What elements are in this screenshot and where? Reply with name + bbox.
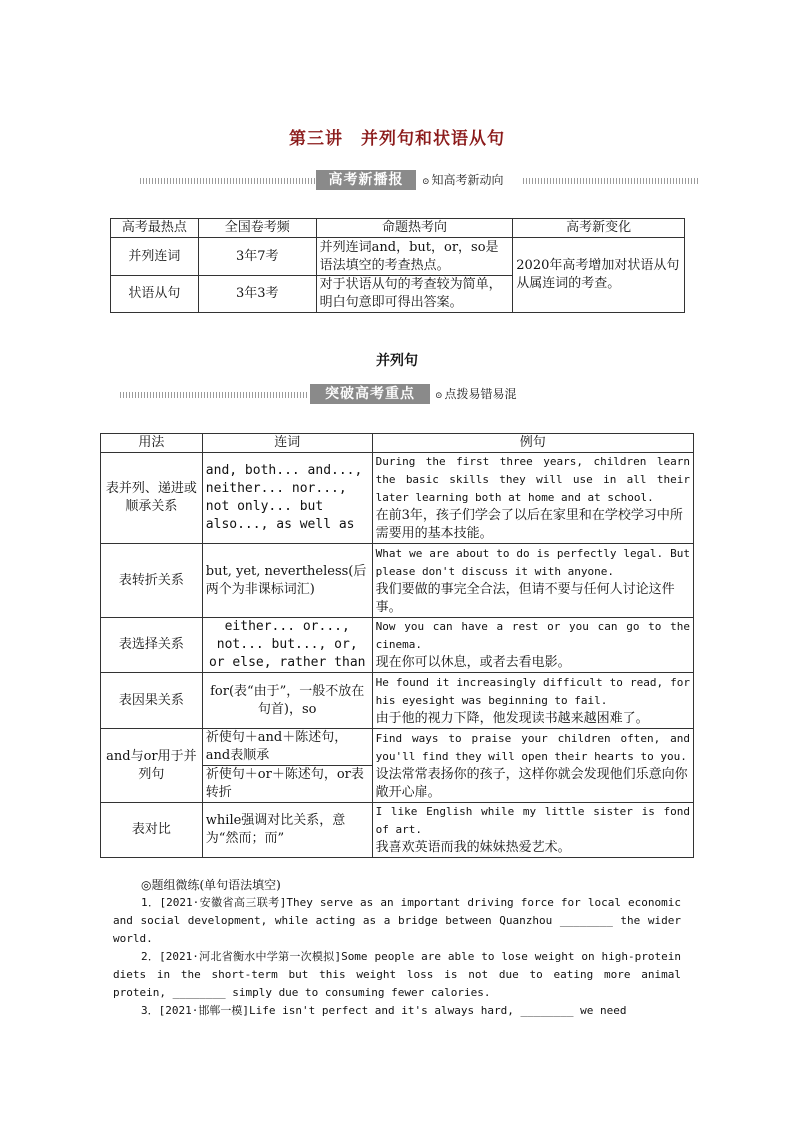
example-chinese: 在前3年，孩子们学会了以后在家里和在学校学习中所需要用的基本技能。 xyxy=(375,508,683,541)
conjunction-cell: and, both... and..., neither... nor..., not only... but also..., as well as xyxy=(202,453,372,544)
banner-subtitle: ⊙ 点拨易错易混 xyxy=(435,387,517,401)
example-english: What we are about to do is perfectly legal. But please don't discuss it with anyone. xyxy=(375,546,690,578)
usage-cell: 表转折关系 xyxy=(101,544,203,618)
banner-subtitle: ⊙ 知高考新动向 xyxy=(422,173,504,187)
example-cell xyxy=(372,729,693,803)
table-cell-topic: 并列连词 xyxy=(111,238,199,276)
usage-cell: 表因果关系 xyxy=(101,673,203,729)
example-english: During the first three years, children learn the basic skills they will use in all their later learning both at home and at school. xyxy=(375,455,690,504)
banner-label: 突破高考重点 xyxy=(310,384,430,404)
conjunction-cell: 祈使句＋or＋陈述句，or表转折 xyxy=(202,766,372,803)
table-cell-topic: 状语从句 xyxy=(111,276,199,313)
section-title: 并列句 xyxy=(376,353,418,369)
banner-stripe-left xyxy=(120,392,308,398)
example-cell xyxy=(372,544,693,618)
table-header: 高考最热点 xyxy=(111,219,199,238)
exercise-item: 1．[2021·安徽省高三联考]They serve as an important driving force for local economic and social development, while acting as a bridge between Quanzhou ________ the wider world. xyxy=(113,896,681,945)
banner-label: 高考新播报 xyxy=(316,170,416,190)
example-english: Find ways to praise your children often, and you'll find they will open their hearts to you. xyxy=(375,731,690,763)
lecture-title: 第三讲 并列句和状语从句 xyxy=(289,129,505,149)
table-cell-change: 2020年高考增加对状语从句从属连词的考查。 xyxy=(513,238,685,313)
table-cell-trend: 并列连词and，but，or，so是语法填空的考查热点。 xyxy=(316,238,513,276)
news-banner xyxy=(140,170,700,192)
example-cell xyxy=(372,453,693,544)
example-chinese: 设法常常表扬你的孩子，这样你就会发现他们乐意向你敞开心扉。 xyxy=(375,766,688,800)
example-chinese: 我喜欢英语而我的妹妹热爱艺术。 xyxy=(375,840,571,855)
table-cell-trend: 对于状语从句的考查较为简单，明白句意即可得出答案。 xyxy=(316,276,513,313)
conjunction-cell: either... or..., not... but..., or, or else, rather than xyxy=(202,618,372,673)
conjunction-cell: while强调对比关系，意为“然而；而” xyxy=(202,803,372,858)
usage-cell: and与or用于并列句 xyxy=(101,729,203,803)
table-header: 高考新变化 xyxy=(513,219,685,238)
exercise-item: 2．[2021·河北省衡水中学第一次模拟]Some people are able to lose weight on high-protein diets in the short-term but this weight loss is not due to eating more animal protein, ________ simply due to consuming fewer calories. xyxy=(113,950,681,999)
conjunction-table xyxy=(100,433,694,858)
table-cell-frequency: 3年7考 xyxy=(198,238,316,276)
table-header: 全国卷考频 xyxy=(198,219,316,238)
usage-cell: 表对比 xyxy=(101,803,203,858)
bullet-icon: ⊙ xyxy=(435,391,443,401)
table-header: 连词 xyxy=(202,434,372,453)
table-header: 用法 xyxy=(101,434,203,453)
exercise-item: 3．[2021·邯郸一模]Life isn't perfect and it's always hard, ________ we need xyxy=(141,1004,627,1017)
table-header: 命题热考向 xyxy=(316,219,513,238)
example-chinese: 由于他的视力下降，他发现读书越来越困难了。 xyxy=(375,710,649,726)
example-chinese: 现在你可以休息，或者去看电影。 xyxy=(375,655,571,670)
conjunction-cell: 祈使句＋and＋陈述句，and表顺承 xyxy=(202,729,372,766)
exercise-heading: ◎题组微练(单句语法填空) xyxy=(141,878,281,892)
example-cell xyxy=(372,673,693,729)
banner-stripe-left xyxy=(140,178,315,184)
example-english: Now you can have a rest or you can go to the cinema. xyxy=(375,620,690,651)
example-english: He found it increasingly difficult to read, for his eyesight was beginning to fail. xyxy=(375,675,690,707)
usage-cell: 表并列、递进或顺承关系 xyxy=(101,453,203,544)
conjunction-cell: but, yet, nevertheless(后两个为非课标词汇) xyxy=(202,544,372,618)
banner-stripe-right xyxy=(523,178,700,184)
usage-cell: 表选择关系 xyxy=(101,618,203,673)
example-cell xyxy=(372,803,693,858)
table-cell-frequency: 3年3考 xyxy=(198,276,316,313)
example-cell xyxy=(372,618,693,673)
exam-frequency-table xyxy=(110,218,685,313)
exercise-section xyxy=(113,876,681,1020)
conjunction-cell: for(表“由于”，一般不放在句首)，so xyxy=(202,673,372,729)
example-english: I like English while my little sister is fond of art. xyxy=(375,805,690,836)
table-header: 例句 xyxy=(372,434,693,453)
example-chinese: 我们要做的事完全合法，但请不要与任何人讨论这件事。 xyxy=(375,581,675,615)
bullet-icon: ⊙ xyxy=(422,177,430,187)
key-points-banner xyxy=(120,384,550,406)
